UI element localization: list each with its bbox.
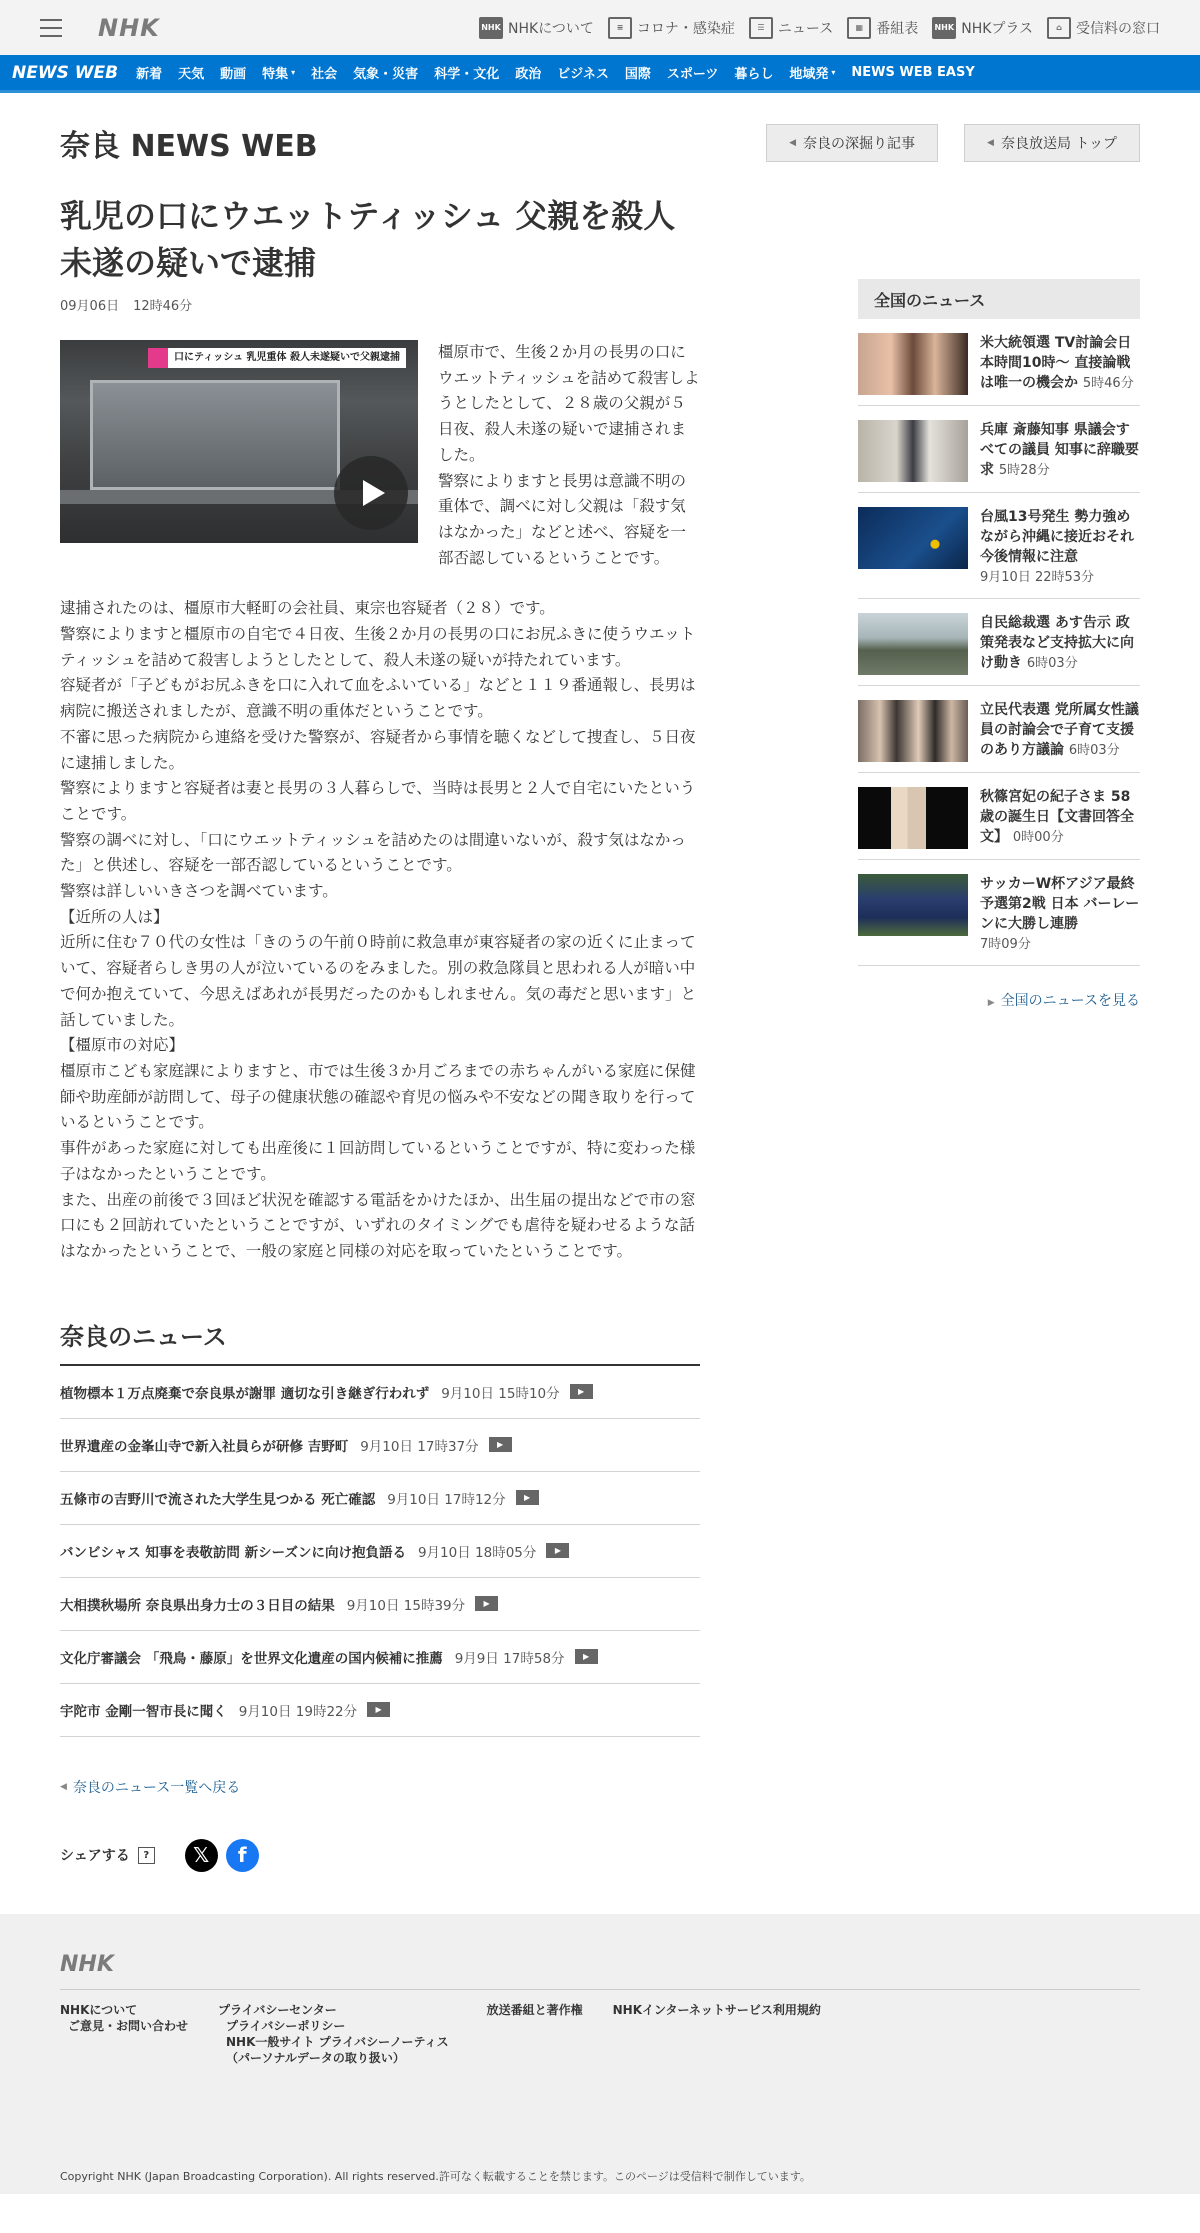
- nav-item-disaster[interactable]: 気象・災害: [353, 67, 419, 82]
- news-icon: ☰: [749, 17, 773, 39]
- footer-link-privacy-policy[interactable]: プライバシーポリシー: [226, 2018, 346, 2033]
- news-thumbnail: [858, 874, 968, 936]
- article-paragraph: 橿原市こども家庭課によりますと、市では生後３か月ごろまでの赤ちゃんがいる家庭に保健師や助産師が訪問して、母子の健康状態の確認や育児の悩みや不安などの聞き取りを行っているということです。: [60, 1061, 696, 1132]
- footer-link-contact[interactable]: ご意見・お問い合わせ: [68, 2018, 189, 2033]
- nav-item-international[interactable]: 国際: [624, 67, 651, 82]
- video-icon: ▶: [475, 1596, 498, 1611]
- local-news-item[interactable]: 大相撲秋場所 奈良県出身力士の３日目の結果 9月10日 15時39分 ▶: [60, 1578, 700, 1631]
- sidebar-news-item[interactable]: 米大統領選 TV討論会日本時間10時〜 直接論戦は唯一の機会か 5時46分: [858, 319, 1140, 406]
- article-video[interactable]: [60, 340, 418, 543]
- top-link-news[interactable]: ☰ ニュース: [749, 17, 833, 39]
- news-thumbnail: [858, 787, 968, 849]
- station-top-button[interactable]: ◀ 奈良放送局 トップ: [964, 124, 1140, 162]
- sidebar-heading: 全国のニュース: [858, 279, 1140, 319]
- video-icon: ▶: [546, 1543, 569, 1558]
- top-link-program[interactable]: ▦ 番組表: [847, 17, 918, 39]
- nav-item-business[interactable]: ビジネス: [557, 67, 609, 82]
- triangle-left-icon: ◀: [789, 138, 797, 148]
- triangle-left-icon: ◀: [987, 138, 994, 148]
- footer-link-about[interactable]: NHKについて: [60, 2002, 138, 2017]
- play-icon[interactable]: [334, 456, 408, 530]
- video-icon: ▶: [516, 1490, 539, 1505]
- triangle-left-icon: ◀: [60, 1781, 67, 1792]
- video-icon: ▶: [570, 1384, 593, 1399]
- nhk-about-icon: NHK: [479, 17, 503, 39]
- article-paragraphs: [60, 596, 700, 1264]
- footer-nhk-logo[interactable]: NHK: [60, 1952, 1140, 1990]
- local-news-item[interactable]: 五條市の吉野川で流された大学生見つかる 死亡確認 9月10日 17時12分 ▶: [60, 1472, 700, 1525]
- all-news-link[interactable]: ▶ 全国のニュースを見る: [987, 993, 1140, 1009]
- footer: [0, 1914, 1200, 2194]
- page-title[interactable]: 奈良 NEWS WEB: [60, 129, 318, 164]
- nav-item-region[interactable]: 地域発 ▾: [789, 67, 836, 82]
- local-news-item[interactable]: バンビシャス 知事を表敬訪問 新シーズンに向け抱負語る 9月10日 18時05分 ▶: [60, 1525, 700, 1578]
- help-icon[interactable]: ?: [138, 1847, 155, 1864]
- nav-item-feature[interactable]: 特集 ▾: [262, 67, 296, 82]
- nav-item-weather[interactable]: 天気: [178, 67, 205, 82]
- sidebar-news-item[interactable]: 兵庫 斎藤知事 県議会すべての議員 知事に辞職要求 5時28分: [858, 406, 1140, 493]
- footer-link-privacy-center[interactable]: プライバシーセンター: [218, 2002, 337, 2017]
- news-nav: [0, 55, 1200, 93]
- nav-item-science[interactable]: 科学・文化: [434, 67, 500, 82]
- local-news-item[interactable]: 宇陀市 金剛一智市長に聞く 9月10日 19時22分 ▶: [60, 1684, 700, 1737]
- article-date: 09月06日 12時46分: [60, 299, 193, 314]
- fee-icon: ⌂: [1047, 17, 1071, 39]
- caret-down-icon: ▾: [831, 68, 836, 77]
- article-paragraph: 警察の調べに対し、「口にウエットティッシュを詰めたのは間違いないが、殺す気はなかった」と供述し、容疑を一部否認しているということです。: [60, 830, 686, 875]
- sidebar-news-item[interactable]: 立民代表選 党所属女性議員の討論会で子育て支援のあり方議論 6時03分: [858, 686, 1140, 773]
- back-to-list-link[interactable]: ◀ 奈良のニュース一覧へ戻る: [60, 1779, 241, 1796]
- nav-item-video[interactable]: 動画: [220, 67, 247, 82]
- article-paragraph: 警察は詳しいいきさつを調べています。: [60, 882, 338, 901]
- triangle-right-icon: ▶: [987, 998, 995, 1008]
- article-paragraph: 容疑者が「子どもがお尻ふきを口に入れて血をふいている」などと１１９番通報し、長男は病院に搬送されましたが、意識不明の重体だということです。: [60, 676, 696, 721]
- news-thumbnail: [858, 700, 968, 762]
- article-body: [60, 340, 700, 571]
- video-icon: ▶: [367, 1702, 390, 1717]
- top-link-plus[interactable]: NHK NHKプラス: [932, 17, 1033, 39]
- article-paragraph: 逮捕されたのは、橿原市大軽町の会社員、東宗也容疑者（２８）です。: [60, 599, 555, 618]
- caret-down-icon: ▾: [291, 68, 296, 77]
- article-paragraph: また、出産の前後で３回ほど状況を確認する電話をかけたほか、出生届の提出などで市の窓口にも２回訪れていたということですが、いずれのタイミングでも虐待を疑わせるような話はなかったということで、一般の家庭と同様の対応を取っていたということです。: [60, 1190, 696, 1260]
- sidebar-news-item[interactable]: 台風13号発生 勢力強めながら沖縄に接近おそれ今後情報に注意 9月10日 22時53分: [858, 493, 1140, 599]
- nhk-logo[interactable]: NHK: [98, 13, 160, 42]
- local-news-item[interactable]: 世界遺産の金峯山寺で新入社員らが研修 吉野町 9月10日 17時37分 ▶: [60, 1419, 700, 1472]
- deep-dive-button[interactable]: ◀ 奈良の深掘り記事: [766, 124, 938, 162]
- video-frame-window: [90, 380, 340, 490]
- sidebar-news-item[interactable]: 秋篠宮妃の紀子さま 58歳の誕生日【文書回答全文】 0時00分: [858, 773, 1140, 860]
- hamburger-menu-icon[interactable]: [40, 19, 62, 37]
- local-news-item[interactable]: 植物標本１万点廃棄で奈良県が謝罪 適切な引き継ぎ行われず 9月10日 15時10分 ▶: [60, 1366, 700, 1419]
- article-subheading: 【橿原市の対応】: [60, 1036, 185, 1055]
- local-news-section: [60, 1317, 700, 1737]
- news-thumbnail: [858, 613, 968, 675]
- article-paragraph: 警察によりますと橿原市の自宅で４日夜、生後２か月の長男の口にお尻ふきに使うウエットティッシュを詰めて殺害しようとしたとして、殺人未遂の疑いが持たれています。: [60, 625, 696, 669]
- sidebar: [858, 279, 1140, 1872]
- nav-item-society[interactable]: 社会: [311, 67, 338, 82]
- footer-link-copyright[interactable]: 放送番組と著作権: [486, 2002, 583, 2017]
- top-links: [479, 0, 1160, 55]
- news-thumbnail: [858, 420, 968, 482]
- main-column: [60, 193, 700, 1872]
- share-bar: [60, 1839, 700, 1872]
- corona-icon: ≡: [608, 17, 632, 39]
- copyright-text: Copyright NHK (Japan Broadcasting Corporation). All rights reserved.許可なく転載することを禁じます。このページは受信料で制作しています。: [60, 2169, 811, 2183]
- article-paragraph: 近所に住む７０代の女性は「きのうの午前０時前に救急車が東容疑者の家の近くに止まっていて、容疑者らしき男の人が泣いているのをみました。別の救急隊員と思われる人が暗い中で何か抱えていて、今思えばあれが長男だったのかもしれません。気の毒だと思います」と話していました。: [60, 933, 697, 1029]
- news-thumbnail: [858, 333, 968, 395]
- article-paragraph: 不審に思った病院から連絡を受けた警察が、容疑者から事情を聴くなどして捜査し、５日夜に逮捕しました。: [60, 727, 696, 772]
- article-lead: 橿原市で、生後２か月の長男の口にウエットティッシュを詰めて殺害しようとしたとして、２８歳の父親が５日夜、殺人未遂の疑いで逮捕されました。 警察によりますと長男は意識不明の重体で、調べに対し父親は「殺す気はなかった」などと述べ、容疑を一部否認しているということです。: [438, 343, 700, 567]
- x-share-icon[interactable]: 𝕏: [185, 1839, 218, 1872]
- nav-item-life[interactable]: 暮らし: [734, 67, 774, 82]
- facebook-share-icon[interactable]: f: [226, 1839, 259, 1872]
- page-header: [60, 93, 1140, 193]
- nav-item-new[interactable]: 新着: [136, 67, 163, 82]
- top-header: [0, 0, 1200, 55]
- local-news-item[interactable]: 文化庁審議会 「飛鳥・藤原」を世界文化遺産の国内候補に推薦 9月9日 17時58分 ▶: [60, 1631, 700, 1684]
- footer-link-privacy-notice[interactable]: NHK一般サイト プライバシーノーティス: [226, 2034, 449, 2049]
- nav-item-sports[interactable]: スポーツ: [666, 67, 719, 82]
- article-paragraph: 警察によりますと容疑者は妻と長男の３人暮らしで、当時は長男と２人で自宅にいたということです。: [60, 779, 696, 823]
- article-paragraph: 事件があった家庭に対しても出産後に１回訪問しているということですが、特に変わった様子はなかったということです。: [60, 1139, 696, 1183]
- article-title: 乳児の口にウエットティッシュ 父親を殺人未遂の疑いで逮捕: [60, 197, 676, 282]
- news-thumbnail: [858, 507, 968, 569]
- article-subheading: 【近所の人は】: [60, 907, 169, 926]
- program-guide-icon: ▦: [847, 17, 871, 39]
- local-news-heading: 奈良のニュース: [60, 1317, 700, 1366]
- nhk-plus-icon: NHK: [932, 17, 956, 39]
- video-icon: ▶: [575, 1649, 598, 1664]
- share-label: シェアする: [60, 1848, 130, 1865]
- top-link-fee[interactable]: ⌂ 受信料の窓口: [1047, 17, 1160, 39]
- video-caption: 口にティッシュ 乳児重体 殺人未遂疑いで父親逮捕: [148, 348, 406, 368]
- top-link-corona[interactable]: ≡ コロナ・感染症: [608, 17, 735, 39]
- top-link-about[interactable]: NHK NHKについて: [479, 17, 594, 39]
- video-icon: ▶: [489, 1437, 512, 1452]
- sidebar-news-item[interactable]: 自民総裁選 あす告示 政策発表など支持拡大に向け動き 6時03分: [858, 599, 1140, 686]
- nav-item-politics[interactable]: 政治: [515, 67, 542, 82]
- footer-link-privacy-notice-sub[interactable]: （パーソナルデータの取り扱い）: [226, 2050, 405, 2065]
- news-web-brand[interactable]: NEWS WEB: [12, 62, 119, 83]
- sidebar-news-item[interactable]: サッカーW杯アジア最終予選第2戦 日本 バーレーンに大勝し連勝 7時09分: [858, 860, 1140, 966]
- nav-item-easy[interactable]: NEWS WEB EASY: [851, 65, 975, 80]
- footer-link-terms[interactable]: NHKインターネットサービス利用規約: [612, 2002, 821, 2017]
